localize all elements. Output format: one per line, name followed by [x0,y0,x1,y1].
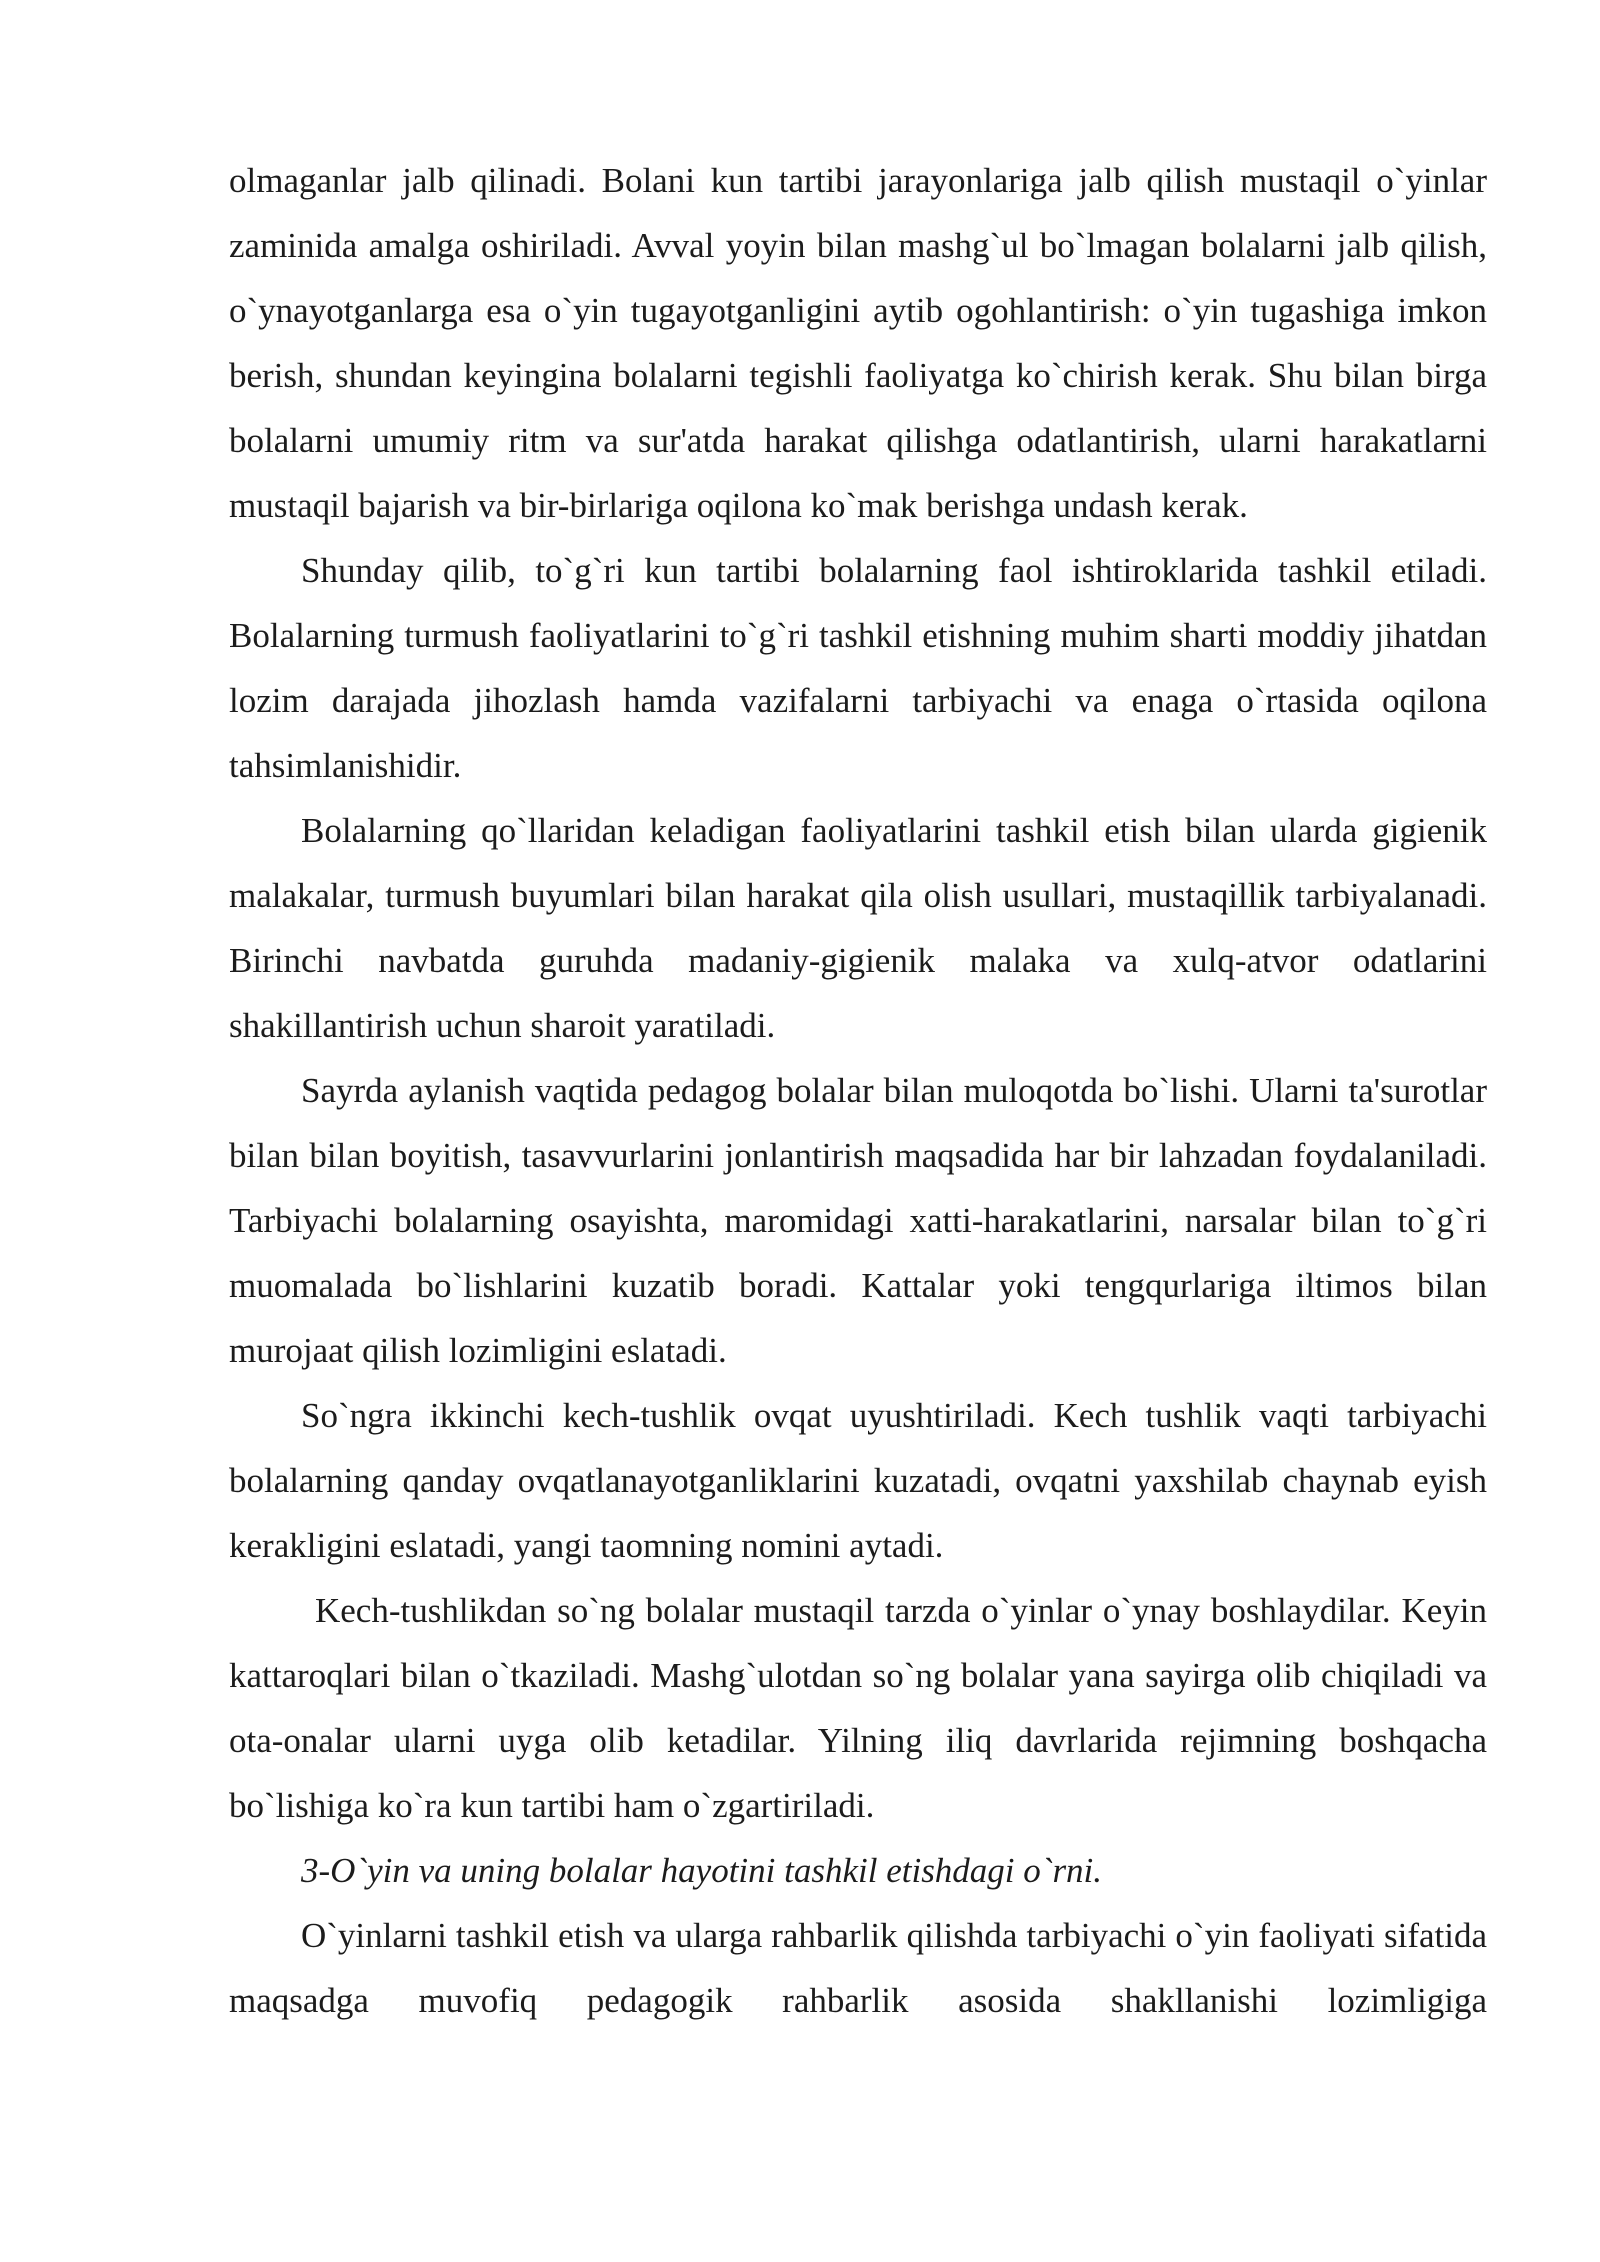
paragraph-continuation: olmaganlar jalb qilinadi. Bolani kun tartibi jarayonlariga jalb qilish mustaqil o`yinlar zaminida amalga oshiriladi. Avval yoyin bilan mashg`ul bo`lmagan bolalarni jalb qilish, o`ynayotganlarga esa o`yin tugayotganligini aytib ogohlantirish: o`yin tugashiga imkon berish, shundan keyingina bolalarni tegishli faoliyatga ko`chirish kerak. Shu bilan birga bolalarni umumiy ritm va sur'atda harakat qilishga odatlantirish, ularni harakatlarni mustaqil bajarish va bir-birlariga oqilona ko`mak berishga undash kerak. [229,161,1487,525]
paragraph-oyinlar-tashkil: O`yinlarni tashkil etish va ularga rahbarlik qilishda tarbiyachi o`yin faoliyati sifatida maqsadga muvofiq pedagogik rahbarlik asosida shakllanishi lozimligiga [229,1916,1487,2020]
paragraph-kun-tartibi: Shunday qilib, to`g`ri kun tartibi bolalarning faol ishtiroklarida tashkil etiladi. Bolalarning turmush faoliyatlarini to`g`ri tashkil etishning muhim sharti moddiy jihatdan lozim darajada jihozlash hamda vazifalarni tarbiyachi va enaga o`rtasida oqilona tahsimlanishidir. [229,551,1487,785]
paragraph-sayr: Sayrda aylanish vaqtida pedagog bolalar bilan muloqotda bo`lishi. Ularni ta'surotlar bilan bilan boyitish, tasavvurlarini jonlantirish maqsadida har bir lahzadan foydalaniladi. Tarbiyachi bolalarning osayishta, maromidagi xatti-harakatlarini, narsalar bilan to`g`ri muomalada bo`lishlarini kuzatib boradi. Kattalar yoki tengqurlariga iltimos bilan murojaat qilish lozimligini eslatadi. [229,1071,1487,1370]
paragraph-kech-tushlik: So`ngra ikkinchi kech-tushlik ovqat uyushtiriladi. Kech tushlik vaqti tarbiyachi bolalarning qanday ovqatlanayotganliklarini kuzatadi, ovqatni yaxshilab chaynab eyish kerakligini eslatadi, yangi taomning nomini aytadi. [229,1396,1487,1565]
paragraph-faoliyat: Bolalarning qo`llaridan keladigan faoliyatlarini tashkil etish bilan ularda gigienik malakalar, turmush buyumlari bilan harakat qila olish usullari, mustaqillik tarbiyalanadi. Birinchi navbatda guruhda madaniy-gigienik malaka va xulq-atvor odatlarini shakillantirish uchun sharoit yaratiladi. [229,811,1487,1045]
section-heading: 3-O`yin va uning bolalar hayotini tashkil etishdagi o`rni. [301,1851,1103,1890]
paragraph-mustaqil-oyinlar: Kech-tushlikdan so`ng bolalar mustaqil tarzda o`yinlar o`ynay boshlaydilar. Keyin kattaroqlari bilan o`tkaziladi. Mashg`ulotdan so`ng bolalar yana sayirga olib chiqiladi va ota-onalar ularni uyga olib ketadilar. Yilning iliq davrlarida rejimning boshqacha bo`lishiga ko`ra kun tartibi ham o`zgartiriladi. [229,1591,1487,1825]
document-body [229,148,1487,2033]
